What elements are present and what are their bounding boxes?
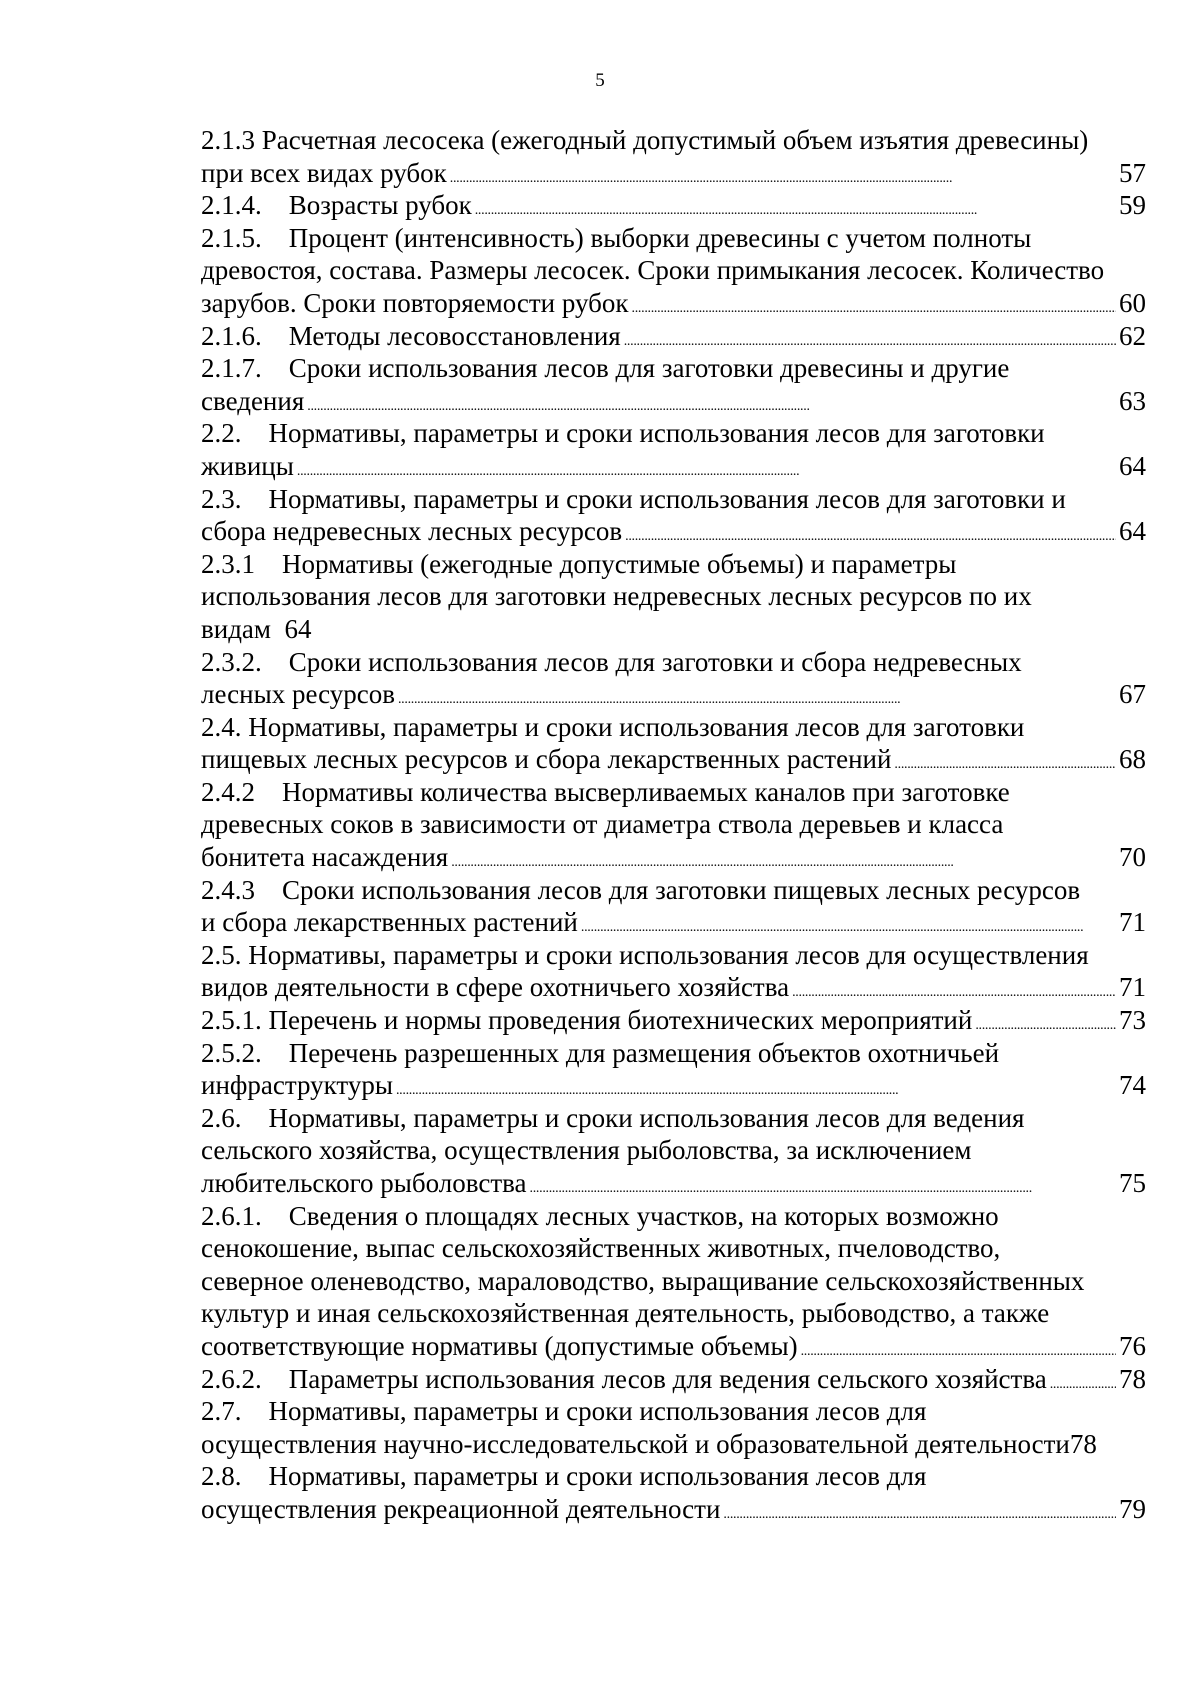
toc-line: использования лесов для заготовки недревесных лесных ресурсов по их bbox=[201, 581, 1032, 612]
toc-line: 2.7. Нормативы, параметры и сроки использования лесов для bbox=[201, 1396, 927, 1427]
toc-line bbox=[201, 971, 1146, 1004]
toc-page-number: 79 bbox=[1119, 1493, 1146, 1524]
toc-line bbox=[201, 287, 1146, 320]
dot-leader bbox=[792, 971, 1116, 1004]
toc-line bbox=[201, 906, 1146, 939]
toc-line bbox=[201, 678, 1146, 711]
toc-line bbox=[201, 320, 1146, 353]
toc-line: 2.6. Нормативы, параметры и сроки использования лесов для ведения bbox=[201, 1102, 1025, 1133]
dot-leader bbox=[723, 1493, 1116, 1526]
toc-line: сельского хозяйства, осуществления рыболовства, за исключением bbox=[201, 1135, 972, 1166]
toc-line bbox=[201, 1363, 1146, 1396]
toc-entry-text: сведения bbox=[201, 385, 305, 416]
toc-page-number: 71 bbox=[1119, 972, 1146, 1003]
page-number: 5 bbox=[595, 70, 605, 91]
toc-line: осуществления научно-исследовательской и образовательной деятельности78 bbox=[201, 1428, 1097, 1459]
toc-entry-text: любительского рыболовства bbox=[201, 1168, 527, 1198]
toc-line bbox=[201, 515, 1146, 548]
dot-leader bbox=[1050, 1363, 1116, 1396]
toc-page-number: 71 bbox=[1119, 907, 1146, 938]
toc-line bbox=[201, 1069, 1146, 1102]
toc-line bbox=[201, 189, 1146, 222]
toc-page-number: 59 bbox=[1119, 190, 1146, 221]
toc-entry-text: сбора недревесных лесных ресурсов bbox=[201, 516, 623, 547]
dot-leader bbox=[398, 678, 1116, 711]
dot-leader bbox=[297, 450, 1116, 483]
toc-line: 2.8. Нормативы, параметры и сроки использования лесов для bbox=[201, 1461, 927, 1492]
toc-page-number: 73 bbox=[1119, 1005, 1146, 1036]
dot-leader bbox=[475, 189, 1116, 222]
toc-entry-text: 2.6.2. Параметры использования лесов для ведения сельского хозяйства bbox=[201, 1363, 1047, 1394]
toc-line: 2.5. Нормативы, параметры и сроки использования лесов для осуществления bbox=[201, 939, 1089, 970]
dot-leader bbox=[632, 287, 1116, 320]
toc-line bbox=[201, 157, 1146, 190]
toc-entry-text: видов деятельности в сфере охотничьего хозяйства bbox=[201, 972, 790, 1003]
toc-line bbox=[201, 1167, 1146, 1200]
toc-line bbox=[201, 385, 1146, 418]
toc-page-number: 64 bbox=[1119, 516, 1146, 547]
toc-line: 2.3.1 Нормативы (ежегодные допустимые объемы) и параметры bbox=[201, 548, 957, 579]
toc-entry-text: при всех видах рубок bbox=[201, 157, 447, 188]
toc-entry-text: зарубов. Сроки повторяемости рубок bbox=[201, 287, 629, 318]
toc-line bbox=[201, 1493, 1146, 1526]
toc-line: древесных соков в зависимости от диаметра ствола деревьев и класса bbox=[201, 809, 1004, 840]
toc-line: 2.1.7. Сроки использования лесов для заготовки древесины и другие bbox=[201, 353, 1010, 384]
dot-leader bbox=[894, 743, 1116, 776]
toc-page-number: 57 bbox=[1119, 157, 1146, 188]
toc-page-number: 76 bbox=[1119, 1330, 1146, 1361]
toc-line bbox=[201, 841, 1146, 874]
dot-leader bbox=[530, 1167, 1116, 1200]
toc-page-number: 74 bbox=[1119, 1070, 1146, 1101]
toc-entry-text: лесных ресурсов bbox=[201, 679, 395, 710]
dot-leader bbox=[451, 841, 1116, 874]
dot-leader bbox=[801, 1330, 1116, 1363]
dot-leader bbox=[581, 906, 1116, 939]
toc-page-number: 62 bbox=[1119, 320, 1146, 351]
toc-line: 2.3.2. Сроки использования лесов для заготовки и сбора недревесных bbox=[201, 646, 1022, 677]
toc-line bbox=[201, 1330, 1146, 1363]
toc-line: 2.4.2 Нормативы количества высверливаемых каналов при заготовке bbox=[201, 776, 1010, 807]
toc-line: древостоя, состава. Размеры лесосек. Сроки примыкания лесосек. Количество bbox=[201, 255, 1105, 286]
toc-line: культур и иная сельскохозяйственная деятельность, рыбоводство, а также bbox=[201, 1298, 1050, 1329]
toc-line: 2.5.2. Перечень разрешенных для размещения объектов охотничьей bbox=[201, 1037, 1000, 1068]
toc-line: видам 64 bbox=[201, 613, 312, 644]
toc-page-number: 68 bbox=[1119, 744, 1146, 775]
toc-page-number: 67 bbox=[1119, 679, 1146, 710]
toc-line: 2.6.1. Сведения о площадях лесных участков, на которых возможно bbox=[201, 1200, 999, 1231]
toc-entry-text: осуществления рекреационной деятельности bbox=[201, 1493, 721, 1524]
dot-leader bbox=[396, 1069, 1116, 1102]
toc-line: 2.3. Нормативы, параметры и сроки использования лесов для заготовки и bbox=[201, 483, 1066, 514]
toc-line: 2.1.5. Процент (интенсивность) выборки древесины с учетом полноты bbox=[201, 222, 1032, 253]
toc-line: северное оленеводство, мараловодство, выращивание сельскохозяйственных bbox=[201, 1265, 1085, 1296]
toc-page-number: 75 bbox=[1119, 1168, 1146, 1198]
toc-entry-text: и сбора лекарственных растений bbox=[201, 907, 578, 938]
toc-page-number: 64 bbox=[1119, 450, 1146, 481]
table-of-contents bbox=[201, 124, 1146, 1526]
toc-page-number: 78 bbox=[1119, 1363, 1146, 1394]
toc-line bbox=[201, 743, 1146, 776]
toc-line: 2.2. Нормативы, параметры и сроки использования лесов для заготовки bbox=[201, 418, 1045, 449]
toc-entry-text: бонитета насаждения bbox=[201, 842, 449, 873]
toc-page-number: 70 bbox=[1119, 842, 1146, 873]
toc-page-number: 63 bbox=[1119, 385, 1146, 416]
toc-entry-text: 2.5.1. Перечень и нормы проведения биотехнических мероприятий bbox=[201, 1005, 973, 1036]
toc-entry-text: 2.1.6. Методы лесовосстановления bbox=[201, 320, 621, 351]
toc-entry-text: пищевых лесных ресурсов и сбора лекарственных растений bbox=[201, 744, 892, 775]
dot-leader bbox=[624, 320, 1116, 353]
toc-line: 2.4. Нормативы, параметры и сроки использования лесов для заготовки bbox=[201, 711, 1025, 742]
toc-line bbox=[201, 1004, 1146, 1037]
toc-line: 2.1.3 Расчетная лесосека (ежегодный допустимый объем изъятия древесины) bbox=[201, 125, 1089, 155]
toc-page-number: 60 bbox=[1119, 287, 1146, 318]
dot-leader bbox=[975, 1004, 1116, 1037]
toc-line bbox=[201, 450, 1146, 483]
toc-line: 2.4.3 Сроки использования лесов для заготовки пищевых лесных ресурсов bbox=[201, 874, 1081, 905]
dot-leader bbox=[625, 515, 1116, 548]
toc-entry-text: инфраструктуры bbox=[201, 1070, 393, 1101]
toc-line: сенокошение, выпас сельскохозяйственных животных, пчеловодство, bbox=[201, 1233, 1001, 1264]
dot-leader bbox=[307, 385, 1116, 418]
toc-entry-text: 2.1.4. Возрасты рубок bbox=[201, 190, 472, 221]
toc-entry-text: живицы bbox=[201, 450, 294, 481]
dot-leader bbox=[450, 157, 1116, 190]
toc-entry-text: соответствующие нормативы (допустимые объемы) bbox=[201, 1330, 798, 1361]
